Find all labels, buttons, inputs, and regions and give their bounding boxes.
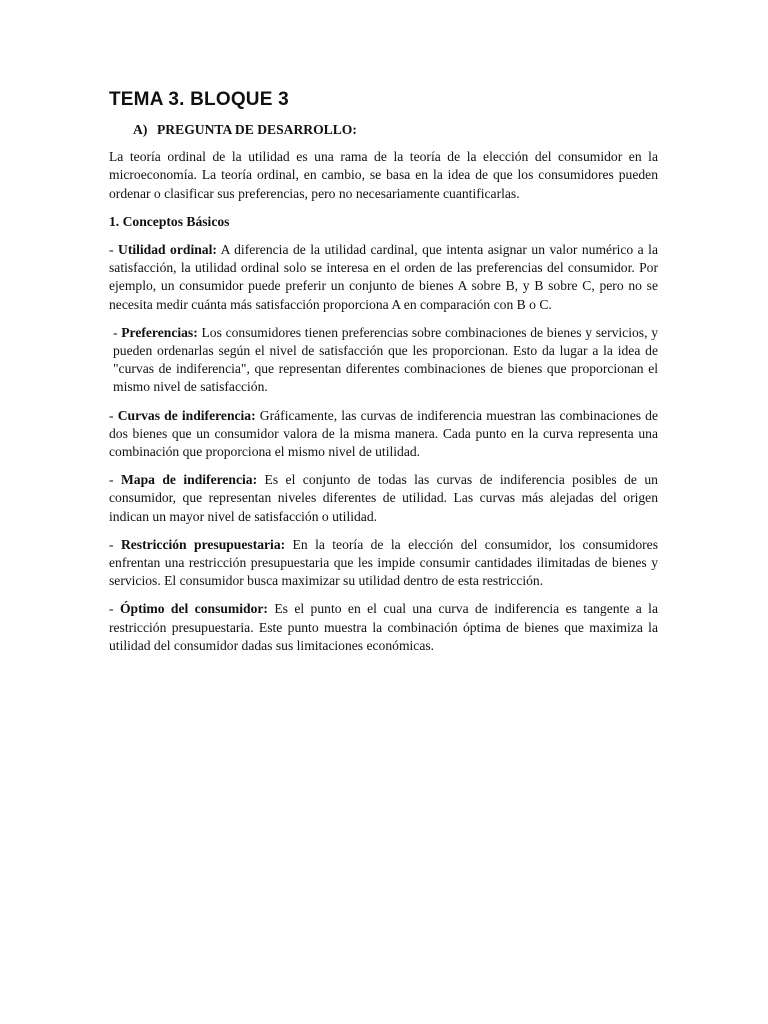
section-heading: 1. Conceptos Básicos	[109, 213, 230, 229]
concept-curvas-indiferencia	[109, 407, 658, 462]
document-title: TEMA 3. BLOQUE 3	[109, 89, 289, 110]
item-text: En la teoría de la elección del consumidor, los consumidores enfrentan una restricción presupuestaria que les impide consumir cantidades ilimitadas de bienes y servicios. El consumidor busca maximizar su utilidad dentro de esta restricción.	[109, 536, 658, 589]
item-term: Curvas de indiferencia:	[117, 407, 256, 423]
concept-restriccion-presupuestaria	[109, 536, 658, 591]
item-term: Restricción presupuestaria:	[120, 536, 286, 552]
concept-mapa-indiferencia	[109, 471, 658, 526]
item-dash: -	[109, 242, 118, 258]
subtitle-text: PREGUNTA DE DESARROLLO:	[157, 122, 357, 137]
item-text: Los consumidores tienen preferencias sobre combinaciones de bienes y servicios, y pueden ordenarlas según el nivel de satisfacción que les proporcionan. Esto da lugar a la idea de "curvas de indiferencia", que representan diferentes combinaciones de bienes que proporcionan el mismo nivel de satisfacción.	[113, 324, 658, 395]
item-term: Óptimo del consumidor:	[119, 601, 268, 617]
question-subtitle	[133, 121, 658, 139]
concept-optimo-consumidor	[109, 600, 658, 655]
item-text: A diferencia de la utilidad cardinal, que intenta asignar un valor numérico a la satisfacción, la utilidad ordinal solo se interesa en el orden de las preferencias del consumidor. Por ejemplo, un consumidor puede preferir un conjunto de bienes A sobre B, y B sobre C, pero no se necesita medir cuánta más satisfacción proporciona A en comparación con B o C.	[109, 242, 658, 312]
concept-utilidad-ordinal	[109, 241, 658, 314]
subtitle-marker: A)	[133, 122, 148, 137]
item-dash: -	[109, 536, 121, 552]
intro-paragraph: La teoría ordinal de la utilidad es una rama de la teoría de la elección del consumidor en la microeconomía. La teoría ordinal, en cambio, se basa en la idea de que los consumidores pueden ordenar o clasificar sus preferencias, pero no necesariamente cuantificarlas.	[109, 149, 658, 201]
item-dash: -	[113, 324, 122, 340]
item-text: Es el conjunto de todas las curvas de indiferencia posibles de un consumidor, que representan niveles diferentes de utilidad. Las curvas más alejadas del origen indican un mayor nivel de satisfacción o utilidad.	[109, 472, 658, 524]
concept-preferencias	[109, 324, 658, 397]
item-term: Mapa de indiferencia:	[120, 472, 258, 488]
item-dash: -	[109, 472, 121, 488]
item-dash: -	[109, 601, 120, 617]
document-page	[109, 88, 658, 665]
item-dash: -	[109, 407, 118, 423]
item-term: Preferencias:	[121, 324, 198, 340]
item-text: Es el punto en el cual una curva de indiferencia es tangente a la restricción presupuestaria. Este punto muestra la combinación óptima de bienes que maximiza la utilidad del consumidor dadas sus limitaciones económicas.	[109, 601, 658, 653]
item-text: Gráficamente, las curvas de indiferencia muestran las combinaciones de dos bienes que un consumidor valora de la misma manera. Cada punto en la curva representa una combinación que proporciona el mismo nivel de utilidad.	[109, 407, 658, 460]
item-term: Utilidad ordinal:	[118, 242, 217, 258]
